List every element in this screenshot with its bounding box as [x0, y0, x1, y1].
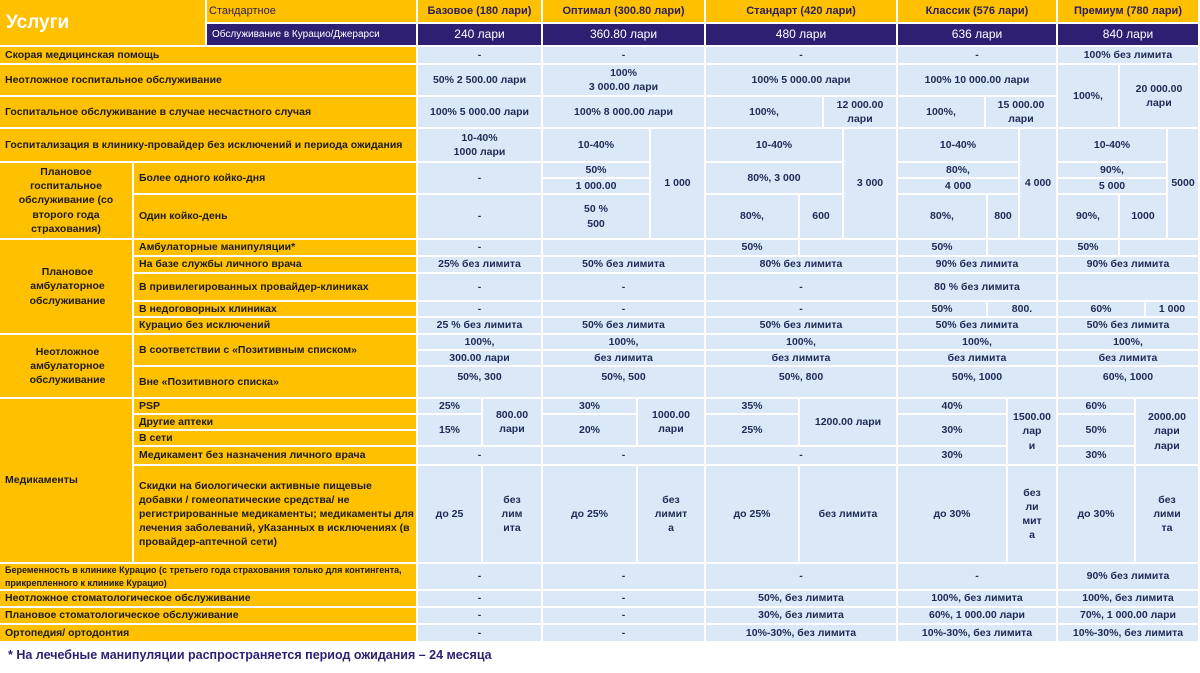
- cell: без лимита: [800, 466, 898, 564]
- cell: 1 000: [1146, 302, 1200, 318]
- cell: 35%: [706, 399, 800, 415]
- cell: 100%,: [1058, 65, 1120, 129]
- cell: [543, 240, 706, 257]
- cell: 50% без лимита: [1058, 318, 1200, 335]
- row-label: Беременность в клинике Курацио (с третьего года страхования только для контингента, прикрепленного к клинике Курацио): [0, 564, 418, 591]
- cell: без лимита: [1058, 351, 1200, 367]
- row-label: Ортопедия/ ортодонтия: [0, 625, 418, 643]
- cell: 50%: [706, 240, 800, 257]
- cell: 1 000: [651, 129, 706, 240]
- cell: -: [543, 47, 706, 65]
- cell: 50% без лимита: [543, 257, 706, 274]
- cell: 800: [988, 195, 1020, 240]
- cell: [1120, 240, 1200, 257]
- cell: 4 000: [898, 179, 1020, 195]
- cell: -: [898, 47, 1058, 65]
- cell: -: [706, 302, 898, 318]
- cell: 10-40%: [898, 129, 1020, 163]
- sub-label: На базе службы личного врача: [134, 257, 418, 274]
- cell: -: [543, 625, 706, 643]
- cell: -: [543, 591, 706, 608]
- cell: 100%,: [1058, 335, 1200, 351]
- cell: 30%: [1058, 447, 1136, 466]
- cell: 80%,: [898, 195, 988, 240]
- cell: 50%: [1058, 415, 1136, 447]
- plan-standard: Стандарт (420 лари): [706, 0, 898, 24]
- cell: 20 000.00 лари: [1120, 65, 1200, 129]
- plan-optimal: Оптимал (300.80 лари): [543, 0, 706, 24]
- cell: -: [898, 564, 1058, 591]
- cell: -: [706, 447, 898, 466]
- sub-label: В недоговорных клиниках: [134, 302, 418, 318]
- cell: -: [418, 274, 543, 302]
- cell: 3 000: [844, 129, 898, 240]
- cell: 50% без лимита: [898, 318, 1058, 335]
- cell: 60%: [1058, 302, 1146, 318]
- cell: до 25%: [543, 466, 638, 564]
- cell: без лимита: [898, 351, 1058, 367]
- cell: 50% без лимита: [706, 318, 898, 335]
- cell: 100% 5 000.00 лари: [418, 97, 543, 129]
- row-label: Скорая медицинская помощь: [0, 47, 418, 65]
- cell: 80 % без лимита: [898, 274, 1058, 302]
- cell: без лимита: [543, 351, 706, 367]
- cell: -: [418, 564, 543, 591]
- cell: -: [418, 163, 543, 195]
- cell: 90%,: [1058, 163, 1168, 179]
- cell: 15%: [418, 415, 483, 447]
- cell: 60%: [1058, 399, 1136, 415]
- row-label: Неотложное стоматологическое обслуживание: [0, 591, 418, 608]
- cell: 100%,: [418, 335, 543, 351]
- cell: 4 000: [1020, 129, 1058, 240]
- sub-label: Медикамент без назначения личного врача: [134, 447, 418, 466]
- price-basic: 240 лари: [418, 24, 543, 47]
- sub-label: Амбулаторные манипуляции*: [134, 240, 418, 257]
- cell: 70%, 1 000.00 лари: [1058, 608, 1200, 625]
- cell: 50 % 500: [543, 195, 651, 240]
- cell: -: [543, 302, 706, 318]
- cell: 10-40%: [706, 129, 844, 163]
- sub-label: Скидки на биологически активные пищевые добавки / гомеопатические средства/ не регистрированные медикаменты; медикаменты для лечения заболеваний, уКазанных в исключениях (в провайдер-аптечной сети): [134, 466, 418, 564]
- sub-label: Другие аптеки: [134, 415, 418, 431]
- cell: 1500.00 лар и: [1008, 399, 1058, 466]
- cell: 600: [800, 195, 844, 240]
- footnote: * На лечебные манипуляции распространяется период ожидания – 24 месяца: [8, 648, 492, 662]
- cell: 100% без лимита: [1058, 47, 1200, 65]
- cell: 50%, 300: [418, 367, 543, 399]
- plan-basic: Базовое (180 лари): [418, 0, 543, 24]
- price-classic: 636 лари: [898, 24, 1058, 47]
- cell: 100%,: [898, 97, 986, 129]
- cell: 1000.00 лари: [638, 399, 706, 447]
- price-standard: 480 лари: [706, 24, 898, 47]
- sub-label: Вне «Позитивного списка»: [134, 367, 418, 399]
- cell: 100% 10 000.00 лари: [898, 65, 1058, 97]
- cell: -: [706, 274, 898, 302]
- cell: -: [543, 447, 706, 466]
- cell: -: [543, 274, 706, 302]
- cell: 10%-30%, без лимита: [706, 625, 898, 643]
- cell: 100% 8 000.00 лари: [543, 97, 706, 129]
- cell: 80% без лимита: [706, 257, 898, 274]
- cell: 30%: [543, 399, 638, 415]
- row-label: Неотложное госпитальное обслуживание: [0, 65, 418, 97]
- cell: -: [543, 608, 706, 625]
- price-premium: 840 лари: [1058, 24, 1200, 47]
- cell: 80%,: [706, 195, 800, 240]
- cell: 30%: [898, 415, 1008, 447]
- sub-label: В соответствии с «Позитивным списком»: [134, 335, 418, 367]
- cell: 800.00 лари: [483, 399, 543, 447]
- outpatient-label: Плановое амбулаторное обслуживание: [0, 240, 134, 335]
- cell: 100% 3 000.00 лари: [543, 65, 706, 97]
- cell: 100% 5 000.00 лари: [706, 65, 898, 97]
- cell: -: [418, 608, 543, 625]
- planned-hospital-label: Плановое госпитальное обслуживание (со второго года страхования): [0, 163, 134, 240]
- cell: 40%: [898, 399, 1008, 415]
- cell: до 30%: [898, 466, 1008, 564]
- cell: 100%,: [898, 335, 1058, 351]
- cell: 50%, 800: [706, 367, 898, 399]
- cell: -: [418, 591, 543, 608]
- cell: 15 000.00 лари: [986, 97, 1058, 129]
- cell: 90%,: [1058, 195, 1120, 240]
- cell: 25%: [418, 399, 483, 415]
- cell: -: [418, 47, 543, 65]
- sub-label: Курацио без исключений: [134, 318, 418, 335]
- cell: 90% без лимита: [1058, 564, 1200, 591]
- cell: 5 000: [1058, 179, 1168, 195]
- cell: 10-40% 1000 лари: [418, 129, 543, 163]
- cell: 10-40%: [1058, 129, 1168, 163]
- cell: 25 % без лимита: [418, 318, 543, 335]
- cell: 30%: [898, 447, 1008, 466]
- cell: 90% без лимита: [898, 257, 1058, 274]
- cell: 2000.00 лари лари: [1136, 399, 1200, 466]
- header-price-label: Обслуживание в Курацио/Джерарси: [207, 24, 418, 47]
- cell: 50%, 1000: [898, 367, 1058, 399]
- cell: 50%: [898, 302, 988, 318]
- row-label: Госпитализация в клинику-провайдер без исключений и периода ожидания: [0, 129, 418, 163]
- header-plan-label: Стандартное: [207, 0, 418, 24]
- cell: 100%,: [543, 335, 706, 351]
- cell: 100%,: [706, 335, 898, 351]
- cell: до 30%: [1058, 466, 1136, 564]
- cell: 50% 2 500.00 лари: [418, 65, 543, 97]
- cell: 50% без лимита: [543, 318, 706, 335]
- cell: 60%, 1 000.00 лари: [898, 608, 1058, 625]
- cell: без ли мит а: [1008, 466, 1058, 564]
- cell: 50%: [543, 163, 651, 179]
- cell: 90% без лимита: [1058, 257, 1200, 274]
- cell: 80%,: [898, 163, 1020, 179]
- cell: 300.00 лари: [418, 351, 543, 367]
- cell: без лими та: [1136, 466, 1200, 564]
- cell: 25%: [706, 415, 800, 447]
- cell: 50%: [898, 240, 988, 257]
- cell: 1 000.00: [543, 179, 651, 195]
- cell: 60%, 1000: [1058, 367, 1200, 399]
- cell: [800, 240, 898, 257]
- cell: 50%, 500: [543, 367, 706, 399]
- cell: 1000: [1120, 195, 1168, 240]
- price-optimal: 360.80 лари: [543, 24, 706, 47]
- cell: 50%: [1058, 240, 1120, 257]
- cell: 1200.00 лари: [800, 399, 898, 447]
- cell: -: [706, 47, 898, 65]
- page-title: Услуги: [0, 0, 207, 47]
- cell: 100%,: [706, 97, 824, 129]
- medications-label: Медикаменты: [0, 399, 134, 564]
- cell: -: [418, 302, 543, 318]
- cell: без лим ита: [483, 466, 543, 564]
- cell: без лимита: [706, 351, 898, 367]
- cell: [988, 240, 1058, 257]
- cell: 5000: [1168, 129, 1200, 240]
- sub-label: Один койко-день: [134, 195, 418, 240]
- cell: -: [418, 195, 543, 240]
- cell: 80%, 3 000: [706, 163, 844, 195]
- cell: -: [706, 564, 898, 591]
- cell: 100%, без лимита: [1058, 591, 1200, 608]
- cell: 30%, без лимита: [706, 608, 898, 625]
- cell: [1058, 274, 1200, 302]
- cell: 10%-30%, без лимита: [898, 625, 1058, 643]
- row-label: Госпитальное обслуживание в случае несчастного случая: [0, 97, 418, 129]
- cell: без лимит а: [638, 466, 706, 564]
- cell: -: [543, 564, 706, 591]
- cell: 12 000.00 лари: [824, 97, 898, 129]
- urgent-outpatient-label: Неотложное амбулаторное обслуживание: [0, 335, 134, 399]
- sub-label: Более одного койко-дня: [134, 163, 418, 195]
- row-label: Плановое стоматологическое обслуживание: [0, 608, 418, 625]
- sub-label: В сети: [134, 431, 418, 447]
- cell: 10-40%: [543, 129, 651, 163]
- plan-classic: Классик (576 лари): [898, 0, 1058, 24]
- cell: до 25: [418, 466, 483, 564]
- plan-premium: Премиум (780 лари): [1058, 0, 1200, 24]
- cell: 10%-30%, без лимита: [1058, 625, 1200, 643]
- cell: 50%, без лимита: [706, 591, 898, 608]
- cell: -: [418, 447, 543, 466]
- cell: 100%, без лимита: [898, 591, 1058, 608]
- cell: до 25%: [706, 466, 800, 564]
- cell: 800.: [988, 302, 1058, 318]
- cell: 25% без лимита: [418, 257, 543, 274]
- sub-label: В привилегированных провайдер-клиниках: [134, 274, 418, 302]
- cell: -: [418, 625, 543, 643]
- cell: -: [418, 240, 543, 257]
- cell: 20%: [543, 415, 638, 447]
- sub-label: PSP: [134, 399, 418, 415]
